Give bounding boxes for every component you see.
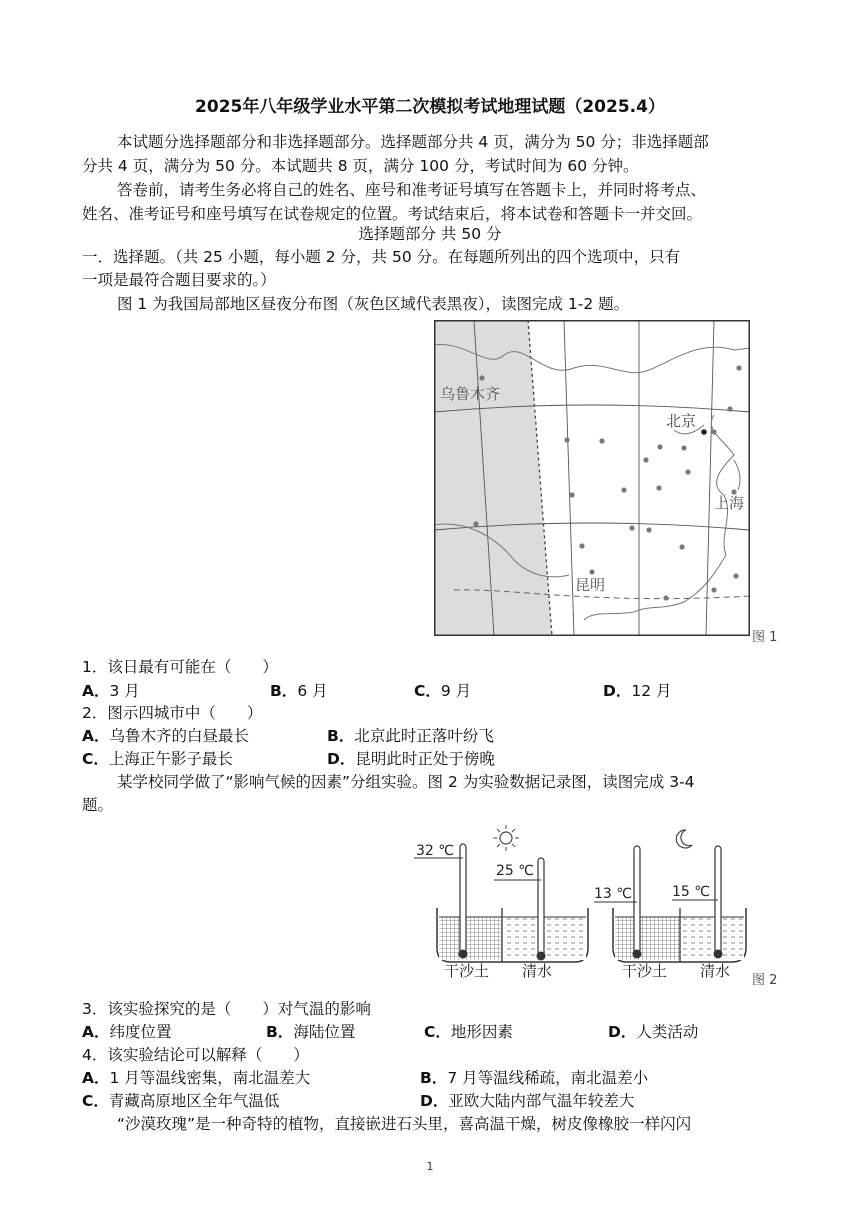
fig2-label: 图 2 (752, 973, 778, 988)
q4-stem: 4．该实验结论可以解释（ ） (82, 1046, 309, 1064)
q3-option-c[interactable]: C．地形因素 (424, 1023, 513, 1041)
q4-option-c[interactable]: C．青藏高原地区全年气温低 (82, 1092, 280, 1110)
day-sand-label: 干沙土 (444, 962, 490, 980)
day-sand-temp: 32 ℃ (416, 843, 454, 859)
part1-instruction-2: 一项是最符合题目要求的。） (82, 271, 276, 289)
q1-option-d[interactable]: D．12 月 (603, 682, 672, 700)
thermometer-water-night (715, 846, 721, 956)
intro-line-2: 分共 4 页，满分为 50 分。本试题共 8 页，满分 100 分，考试时间为 60 分钟。 (82, 157, 639, 175)
sun-icon (500, 832, 512, 844)
night-water-temp: 15 ℃ (672, 884, 710, 900)
page-number: 1 (426, 1160, 434, 1173)
q2-option-c[interactable]: C．上海正午影子最长 (82, 750, 233, 768)
q2-stem: 2．图示四城市中（ ） (82, 704, 263, 722)
thermometer-sand-night (634, 846, 640, 956)
q1-stem: 1．该日最有可能在（ ） (82, 658, 278, 676)
q1-option-c[interactable]: C．9 月 (414, 682, 472, 700)
night-sand-temp: 13 ℃ (594, 886, 632, 902)
day-water-label: 清水 (522, 962, 553, 980)
night-sand-label: 干沙土 (622, 962, 668, 980)
city-label-urumqi: 乌鲁木齐 (440, 385, 501, 403)
intro-line-4: 姓名、准考证号和座号填写在试卷规定的位置。考试结束后，将本试卷和答题卡一并交回。 (82, 205, 703, 223)
q2-option-a[interactable]: A．乌鲁木齐的白昼最长 (82, 727, 250, 745)
q4-option-a[interactable]: A．1 月等温线密集，南北温差大 (82, 1069, 311, 1087)
city-label-shanghai: 上海 (714, 494, 745, 512)
moon-icon (676, 830, 692, 848)
q4-option-b[interactable]: B．7 月等温线稀疏，南北温差小 (420, 1069, 649, 1087)
thermometer-sand-day (460, 844, 466, 956)
section-heading: 选择题部分 共 50 分 (358, 225, 502, 243)
sun-rays (493, 825, 519, 851)
fig2-intro-1: 某学校同学做了“影响气候的因素”分组实验。图 2 为实验数据记录图，读图完成 3-4 (117, 773, 695, 791)
q3-stem: 3．该实验探究的是（ ）对气温的影响 (82, 1000, 371, 1018)
q3-option-d[interactable]: D．人类活动 (608, 1023, 699, 1041)
night-water-label: 清水 (700, 962, 731, 980)
q1-option-a[interactable]: A．3 月 (82, 682, 140, 700)
passage-desert-rose: “沙漠玫瑰”是一种奇特的植物，直接嵌进石头里，喜高温干燥，树皮像橡胶一样闪闪 (117, 1115, 692, 1133)
q4-option-d[interactable]: D．亚欧大陆内部气温年较差大 (420, 1092, 635, 1110)
q2-option-b[interactable]: B．北京此时正落叶纷飞 (327, 727, 494, 745)
fig1-label: 图 1 (752, 630, 778, 645)
day-setup (414, 825, 588, 980)
q2-option-d[interactable]: D．昆明此时正处于傍晚 (327, 750, 495, 768)
fig2-intro-2: 题。 (82, 796, 114, 814)
fig2-experiment (410, 820, 752, 988)
fig1-map (434, 320, 750, 636)
q3-option-b[interactable]: B．海陆位置 (266, 1023, 356, 1041)
city-label-kunming: 昆明 (575, 576, 606, 594)
intro-line-1: 本试题分选择题部分和非选择题部分。选择题部分共 4 页，满分为 50 分；非选择题部 (117, 133, 709, 151)
city-label-beijing: 北京 (666, 412, 697, 430)
fig1-intro: 图 1 为我国局部地区昼夜分布图（灰色区域代表黑夜），读图完成 1-2 题。 (117, 295, 630, 313)
beijing-dot (701, 429, 707, 435)
intro-line-3: 答卷前，请考生务必将自己的姓名、座号和准考证号填写在答题卡上，并同时将考点、 (117, 181, 707, 199)
q3-option-a[interactable]: A．纬度位置 (82, 1023, 172, 1041)
thermometer-water-day (538, 858, 544, 958)
page-title: 2025年八年级学业水平第二次模拟考试地理试题（2025.4） (195, 97, 665, 117)
day-water-temp: 25 ℃ (496, 863, 534, 879)
part1-instruction-1: 一．选择题。（共 25 小题，每小题 2 分，共 50 分。在每题所列出的四个选项中，只有 (82, 248, 681, 266)
q1-option-b[interactable]: B．6 月 (270, 682, 328, 700)
night-setup (594, 830, 746, 980)
